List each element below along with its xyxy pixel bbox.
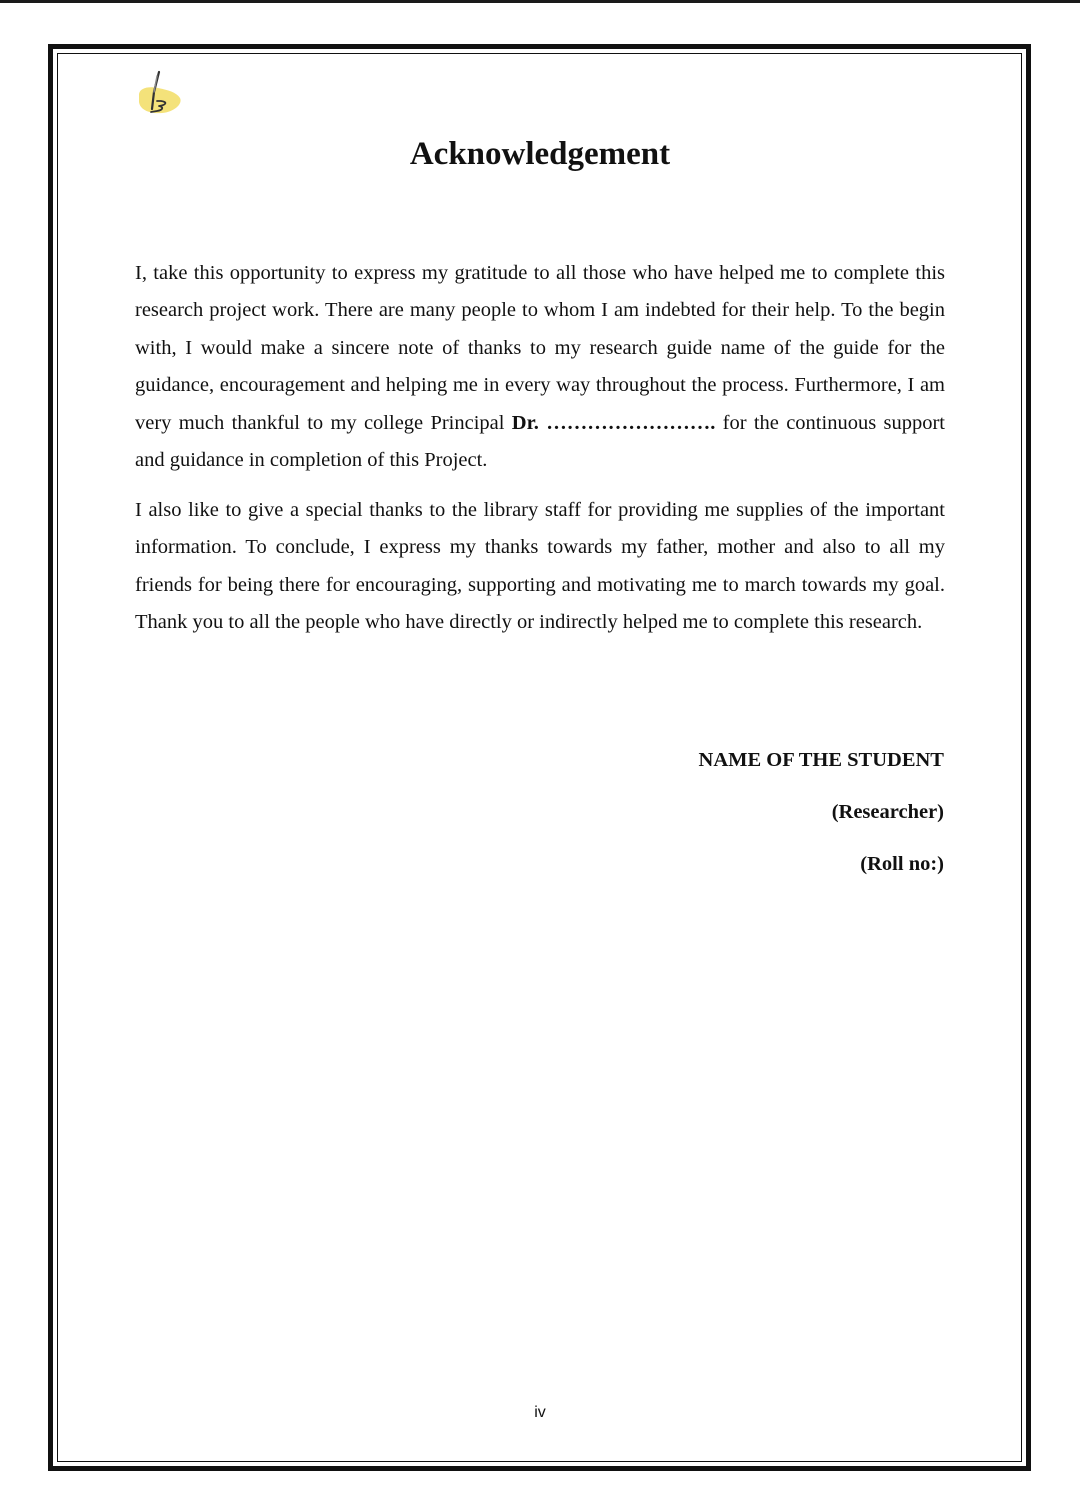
page-number: iv [534,1404,546,1421]
pen-writing-icon [136,68,188,118]
researcher-label: (Researcher) [831,801,944,823]
paragraph-gratitude-text-end: for the continuous support and guidance in completion of this Project. [135,411,945,472]
paragraph-gratitude-text: I, take this opportunity to express my gratitude to all those who have helped me to complete this research project work. There are many people to whom I am indebted for their help. To the begin with, I would make a sincere note of thanks to my research guide name of the guide for the guidance, encouragement and helping me in every way throughout the process. Furthermore, I am very much thankful to my college Principal [135,262,945,434]
paragraph-thanks: I also like to give a special thanks to the library staff for providing me supplies of the important information. To conclude, I express my thanks towards my father, mother and also to all my friends for being there for encouraging, supporting and motivating me to march towards my goal. Thank you to all the people who have directly or indirectly helped me to complete this research. [135,499,945,634]
page-title: Acknowledgement [409,136,671,172]
page-top-edge [0,0,1080,3]
paragraph-gratitude [135,255,945,479]
principal-name-placeholder: Dr. ……………………. [511,411,716,434]
roll-number-label: (Roll no:) [860,853,944,875]
student-name: NAME OF THE STUDENT [698,749,944,771]
